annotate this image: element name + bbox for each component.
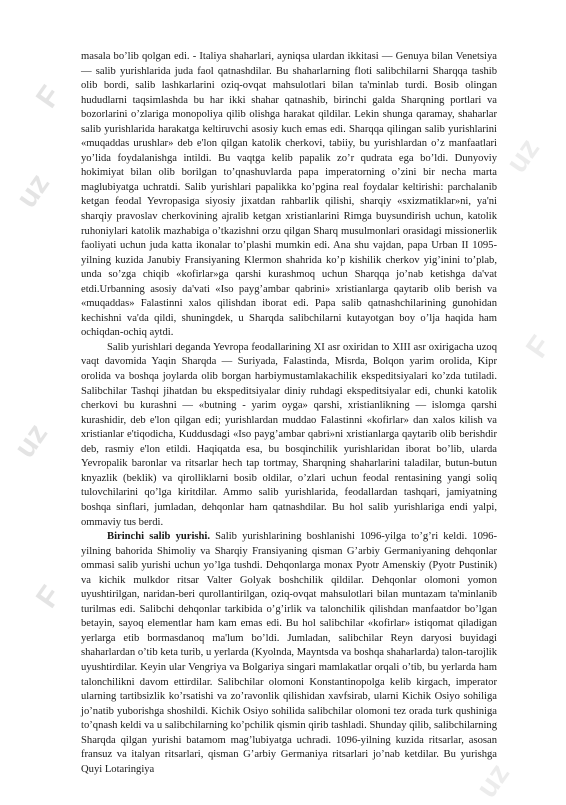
- paragraph-text: Salib yurishlari deganda Yevropa feodallarining XI asr oxiridan to XIII asr oxirigacha uzoq vaqt davomida Yaqin Sharqda — Suriyada, Falastinda, Misrda, Bolqon yarim orolida, Kipr orolida va boshqa joylarda olib borgan harbiymustamlakachilik ekspeditsiyalari ko’zda tutiladi. Salibchilar Tashqi jihatdan bu ekspeditsiyalar diniy ruhdagi ekspeditsiyalar edi, chunki katolik cherkovi bu kurashni — «butning - yarim oyga» qarshi, xristianlikning — islomga qarshi kurashidir, deb e'lon qilgan edi; yurishlardan muddao Falastinni «kofirlar» dan xalos kilish va xristianlar e'tiqodicha, Kuddusdagi «Iso payg’ambar qabri»ni xristianlarga qaytarib olib berishdir deb, rasmiy e'lon etildi. Haqiqatda esa, bu bosqinchilik yurishlaridan iborat bo’lib, ularda Yevropalik baronlar va ritsarlar hech tap tortmay, Sharqning shaharlarini taladilar, butun-butun knyazlik (beklik) va qirolliklarni bosib oldilar, o’zlari uchun feodal rentasining yangi soliq tulovchilarini qo’lga kiritdilar. Ammo salib yurishlarida, feodallardan tashqari, jamiyatning boshqa sinflari, jumladan, dehqonlar ham qatnashdilar. Bu hol salib yurishlariga endi yalpi, ommaviy tus berdi.: [81, 341, 497, 528]
- watermark-text: uz: [500, 132, 547, 179]
- paragraph-text: masala bo’lib qolgan edi. - Italiya shaharlari, ayniqsa ulardan ikkitasi — Genuya bilan Venetsiya — salib yurishlarida juda faol qatnashdilar. Bu shaharlarning floti salibchilarni Sharqqa tashib olib bordi, salib lashkarlarini oziq-ovqat mahsulotlari bilan ta'minlab turdi. Bosib olingan hududlarni taqsimlashda bu har ikki shahar qatnashib, birinchi galda Sharqning portlari va bozorlarini o’zlariga monopoliya qilib olishga harakat qildilar. Lekin shunga qaramay, shaharlar salib yurishlarida harakatga keltiruvchi asosiy kuch emas edi. Sharqqa qilingan salib yurishlarini «muqaddas urushlar» deb e'lon qilgan katolik cherkovi, tabiiy, bu yurishlardan o’z manfaatlari yo’lida foydalanishga intildi. Bu vaqtga kelib papalik zo’r qudratа ega bo’ldi. Dunyoviy hokimiyat bilan olib borilgan to’qnashuvlarda papa imperatorning o’zini bir necha marta maglubiyatga uchratdi. Salib yurishlari papalikka ko’pgina real foydalar keltirishi: parchalanib ketgan feodal Yevropasiga siyosiy jixatdan rahbarlik qilishi, sharqiy «sxizmatiklar»ni, ya'ni sharqiy pravoslav cherkovining ajralib ketgan xristianlarini Rimga buysundirish uchun, katolik ruhoniylari katolik mazhabiga o’tkazishni orzu qilgan Sharq musulmonlari orasidagi missionerlik faoliyati uchun juda katta ikonalar to’plashi mumkin edi. Ana shu vajdan, papa Urban II 1095-yilning kuzida Janubiy Fransiyaning Klermon shahrida ko’p kishilik cherkov yig’inini to’plab, unda so’zga chiqib «kofirlar»ga qarshi kurashmoq uchun Sharqqa jo’nab ketishga da'vat etdi.Urbanning asosiy da'vati «Iso payg’ambar qabrini» xristianlarga qaytarib olib berish va «muqaddas» Falastinni xalos qilishdan iborat edi. Papa salib qatnashchilarining gunohidan kechishni va'da qildi, shuningdek, u Sharqda salibchilarni kutayotgan boy o’lja haqida ham ochiqdan-ochiq aytdi.: [81, 51, 497, 339]
- body-paragraph: [81, 50, 497, 341]
- watermark-text: uz: [8, 417, 55, 464]
- watermark-text: uz: [10, 167, 57, 214]
- watermark-text: F: [520, 329, 558, 364]
- body-paragraph: [81, 530, 497, 777]
- document-page: [81, 50, 497, 777]
- body-paragraph: [81, 341, 497, 530]
- section-heading: Birinchi salib yurishi.: [107, 531, 211, 543]
- watermark-text: F: [30, 79, 68, 114]
- watermark-text: F: [30, 579, 68, 614]
- paragraph-text: Salib yurishlarining boshlanishi 1096-yilga to’g’ri keldi. 1096-yilning bahorida Shimoliy va Sharqiy Fransiyaning qisman G’arbiy Germaniyaning dehqonlar ommasi salib yurishi uchun yo’lga tushdi. Dehqonlarga monax Pyotr Amenskiy (Pyotr Pustinik) va kichik mulkdor ritsar Valter Golyak boshchilik qildilar. Dehqonlar olomoni yomon uyushtirilgan, naridan-beri qurollantirilgan, oziq-ovqat mahsulotlari bilan muntazam ta'minlanib turilmas edi. Salibchi dehqonlar tarkibida o’g’irlik va talonchilik qilishdan manfaatdor bo’lgan betayin, sayoq elementlar ham kam emas edi. Bu hol salibchilar «kofirlar» istiqomat qiladigan yerlarga etib bormasdanoq ma'lum bo’ldi. Jumladan, salibchilar Reyn daryosi buyidagi shaharlardan o’tib keta turib, u yerlarda (Kyolnda, Mayntsda va boshqa shaharlarda) talon-tarojlik uyushtirdilar. Keyin ular Vengriya va Bolgariya singari mamlakatlar orqali o’tib, bu yerlarda ham talonchilikni davom ettirdilar. Salibchilar olomoni Konstantinopolga kelib kirgach, imperator ularning tartibsizlik ko’rsatishi va zo’ravonlik qilishidan xavfsirab, ularni Kichik Osiyo sohiliga jo’natib yuborishga shoshildi. Kichik Osiyo sohilida salibchilar olomoni tez orada turk qushiniga to’qnash keldi va u salibchilarning ko’pchilik qismin qirib tashladi. Shunday qilib, salibchilarning Sharqda qilgan yurishi batamom mag’lubiyatga uchradi. 1096-yilning kuzida ritsarlar, asosan fransuz va italyan ritsarlari, qisman G’arbiy Germaniya ritsarlari jo’nab ketdilar. Bu yurishga Quyi Lotaringiya: [81, 531, 497, 775]
- watermark-text: uz: [470, 757, 517, 804]
